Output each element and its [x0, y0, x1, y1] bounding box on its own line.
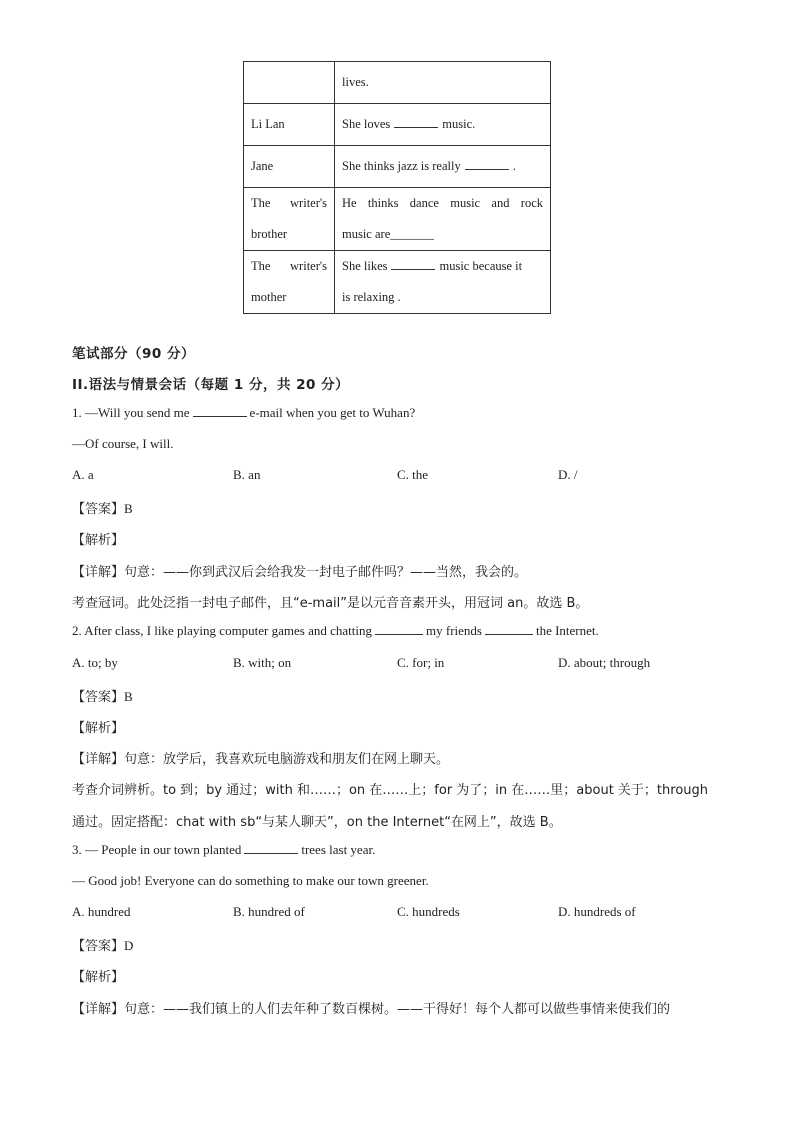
table-cell-desc	[335, 251, 551, 314]
question-3-stem	[72, 842, 375, 858]
table-row	[244, 146, 551, 188]
option-b: B. with; on	[233, 655, 292, 670]
explanation-line: 考查介词辨析。to 到；by 通过；with 和……；on 在……上；for 为了；in 在……里；about 关于；through	[72, 783, 709, 798]
option-b: B. hundred of	[233, 904, 305, 919]
cell-line: mother	[251, 290, 287, 304]
detail-line	[72, 561, 527, 580]
detail-line	[72, 998, 670, 1017]
answer-value: B	[124, 689, 133, 704]
answer-value: D	[124, 938, 134, 953]
analysis-label: 【解析】	[72, 970, 125, 985]
answer-blank	[193, 405, 247, 417]
cell-line: The writer's	[251, 196, 327, 210]
detail-label: 【详解】	[72, 565, 125, 580]
answer-line	[72, 498, 133, 517]
table-cell-name	[244, 188, 335, 251]
answer-line	[72, 686, 133, 705]
table-cell-desc	[335, 188, 551, 251]
cell-text: She likes	[342, 259, 388, 273]
explanation-line: 考查冠词。此处泛指一封电子邮件，且“e-mail”是以元音音素开头，用冠词 an。故选 B。	[72, 596, 589, 611]
answer-blank	[244, 842, 298, 854]
question-text: the Internet.	[535, 623, 599, 638]
option-d: D. /	[558, 467, 578, 482]
section-written-heading: 笔试部分（90 分）	[72, 346, 195, 362]
cell-line: is relaxing .	[342, 290, 401, 304]
detail-text: 句意：——我们镇上的人们去年种了数百棵树。——干得好！每个人都可以做些事情来使我们的	[124, 1002, 671, 1017]
section-grammar-heading: II.语法与情景会话（每题 1 分，共 20 分）	[72, 377, 350, 393]
answer-blank	[465, 159, 509, 170]
cell-text: She loves	[342, 117, 391, 131]
cell-line: brother	[251, 227, 288, 241]
question-1-stem	[72, 405, 415, 421]
analysis-label: 【解析】	[72, 721, 125, 736]
question-text: 2. After class, I like playing computer games and chatting	[72, 623, 372, 638]
cell-text: music.	[442, 117, 476, 131]
answer-blank	[375, 623, 423, 635]
table-cell-desc: lives.	[335, 62, 551, 104]
table-cell-name	[244, 251, 335, 314]
answer-blank	[485, 623, 533, 635]
question-text: trees last year.	[301, 842, 376, 857]
cell-line	[342, 251, 543, 282]
option-a: A. a	[72, 467, 94, 482]
cell-line: The writer's	[251, 259, 327, 273]
detail-text: 句意：放学后，我喜欢玩电脑游戏和朋友们在网上聊天。	[124, 752, 450, 767]
detail-line	[72, 748, 449, 767]
option-a: A. hundred	[72, 904, 131, 919]
question-2-stem	[72, 623, 599, 639]
question-text: e-mail when you get to Wuhan?	[249, 405, 416, 420]
answer-label: 【答案】	[72, 939, 125, 954]
table-row	[244, 104, 551, 146]
option-d: D. about; through	[558, 655, 651, 670]
table-cell-name	[244, 62, 335, 104]
question-text: 1. —Will you send me	[72, 405, 190, 420]
answer-value: B	[124, 501, 133, 516]
cell-line: He thinks dance music and rock	[342, 196, 543, 210]
option-c: C. for; in	[397, 655, 445, 670]
table-cell-desc	[335, 146, 551, 188]
table-row	[244, 62, 551, 104]
answer-blank	[394, 117, 438, 128]
answer-label: 【答案】	[72, 690, 125, 705]
detail-text: 句意：——你到武汉后会给我发一封电子邮件吗？——当然，我会的。	[124, 565, 528, 580]
music-opinion-table	[243, 61, 551, 314]
question-text: my friends	[426, 623, 482, 638]
table-cell-name: Li Lan	[244, 104, 335, 146]
option-c: C. the	[397, 467, 429, 482]
answer-blank	[391, 259, 435, 270]
table-cell-desc	[335, 104, 551, 146]
answer-label: 【答案】	[72, 502, 125, 517]
detail-label: 【详解】	[72, 752, 125, 767]
table-cell-name: Jane	[244, 146, 335, 188]
question-text: 3. — People in our town planted	[72, 842, 242, 857]
analysis-label: 【解析】	[72, 533, 125, 548]
table-row	[244, 188, 551, 251]
cell-line: music are_______	[342, 227, 434, 241]
detail-label: 【详解】	[72, 1002, 125, 1017]
question-1-reply: —Of course, I will.	[72, 436, 174, 451]
option-d: D. hundreds of	[558, 904, 636, 919]
explanation-line: 通过。固定搭配：chat with sb“与某人聊天”，on the Internet“在网上”，故选 B。	[72, 815, 562, 830]
question-3-reply: — Good job! Everyone can do something to make our town greener.	[72, 873, 429, 888]
cell-text: She thinks jazz is really	[342, 159, 461, 173]
option-a: A. to; by	[72, 655, 118, 670]
cell-text: .	[512, 159, 516, 173]
table-row	[244, 251, 551, 314]
answer-line	[72, 935, 133, 954]
option-b: B. an	[233, 467, 261, 482]
cell-text: music because it	[439, 259, 523, 273]
option-c: C. hundreds	[397, 904, 460, 919]
